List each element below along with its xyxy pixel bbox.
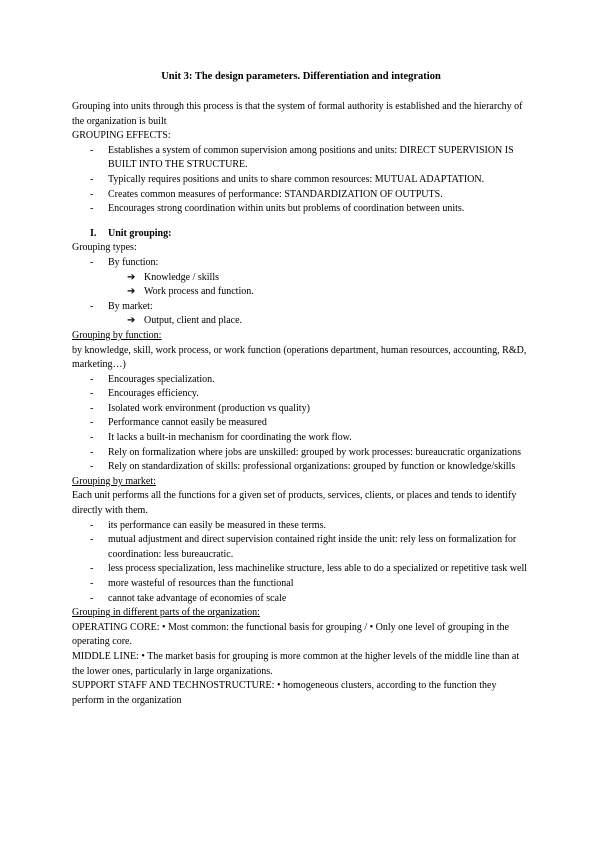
arrow-icon: ➔ <box>127 271 136 283</box>
list-item: - Typically requires positions and units to share common resources: MUTUAL ADAPTATION. <box>90 173 485 185</box>
list-item: - Performance cannot easily be measured <box>90 417 267 429</box>
list-item: - more wasteful of resources than the functional <box>90 578 294 589</box>
middle-line-paragraph: MIDDLE LINE: • The market basis for grouping is more common at the higher levels of the middle line than at the lower ones, particularly in large organizations. <box>72 650 520 677</box>
list-item: - Rely on formalization where jobs are unskilled: grouped by work processes: bureaucratic organizations <box>90 446 522 458</box>
list-item: ➔ Work process and function. <box>72 285 530 300</box>
list-item: - By function: <box>90 256 159 268</box>
types-heading: Grouping types: <box>72 242 137 254</box>
types-list-market <box>72 300 530 315</box>
list-item: - Encourages specialization. <box>90 373 215 385</box>
list-item: - Encourages efficiency. <box>90 388 199 400</box>
effects-heading: GROUPING EFFECTS: <box>72 130 171 142</box>
list-item: - cannot take advantage of economies of scale <box>90 592 287 604</box>
list-item: - It lacks a built-in mechanism for coordinating the work flow. <box>90 432 352 444</box>
function-list <box>72 373 530 475</box>
function-description: by knowledge, skill, work process, or work function (operations department, human resources, accounting, R&D, marketing…) <box>72 344 527 371</box>
market-subtypes <box>72 314 530 329</box>
list-item: ➔ Output, client and place. <box>72 314 530 329</box>
list-item: - By market: <box>90 300 153 312</box>
document-body <box>72 70 530 708</box>
list-item: ➔ Knowledge / skills <box>72 271 530 286</box>
arrow-icon: ➔ <box>127 315 136 327</box>
list-item: - Creates common measures of performance: STANDARDIZATION OF OUTPUTS. <box>90 188 443 200</box>
list-item: - Rely on standardization of skills: professional organizations: grouped by function or knowledge/skills <box>90 461 516 473</box>
section-heading: I. Unit grouping: <box>90 227 172 239</box>
effects-list <box>72 144 530 217</box>
intro-paragraph: Grouping into units through this process is that the system of formal authority is established and the hierarchy of the organization is built <box>72 101 523 127</box>
function-heading: Grouping by function: <box>72 329 162 341</box>
market-list <box>72 519 530 607</box>
page-title: Unit 3: The design parameters. Differentiation and integration <box>161 71 441 82</box>
list-item: - less process specialization, less machinelike structure, less able to do a specialized or repetitive task well <box>90 563 528 575</box>
list-item: - Establishes a system of common supervision among positions and units: DIRECT SUPERVISION IS BUILT INTO THE STRUCTURE. <box>90 144 514 171</box>
operating-core-paragraph: OPERATING CORE: • Most common: the functional basis for grouping / • Only one level of grouping in the operating core. <box>72 621 509 648</box>
support-staff-paragraph: SUPPORT STAFF AND TECHNOSTRUCTURE: • homogeneous clusters, according to the function they perform in the organization <box>72 680 497 706</box>
list-item: - Isolated work environment (production vs quality) <box>90 402 310 414</box>
list-item: - mutual adjustment and direct supervision contained right inside the unit: rely less on formalization for coordination: less bureaucratic. <box>90 534 517 560</box>
types-list <box>72 256 530 271</box>
list-item: - its performance can easily be measured in these terms. <box>90 519 326 531</box>
parts-heading: Grouping in different parts of the organization: <box>72 607 260 619</box>
list-item: - Encourages strong coordination within units but problems of coordination between units. <box>90 203 465 215</box>
arrow-icon: ➔ <box>127 286 136 298</box>
function-subtypes <box>72 271 530 300</box>
market-description: Each unit performs all the functions for a given set of products, services, clients, or places and tends to identify directly with them. <box>72 490 517 517</box>
market-heading: Grouping by market: <box>72 475 156 487</box>
